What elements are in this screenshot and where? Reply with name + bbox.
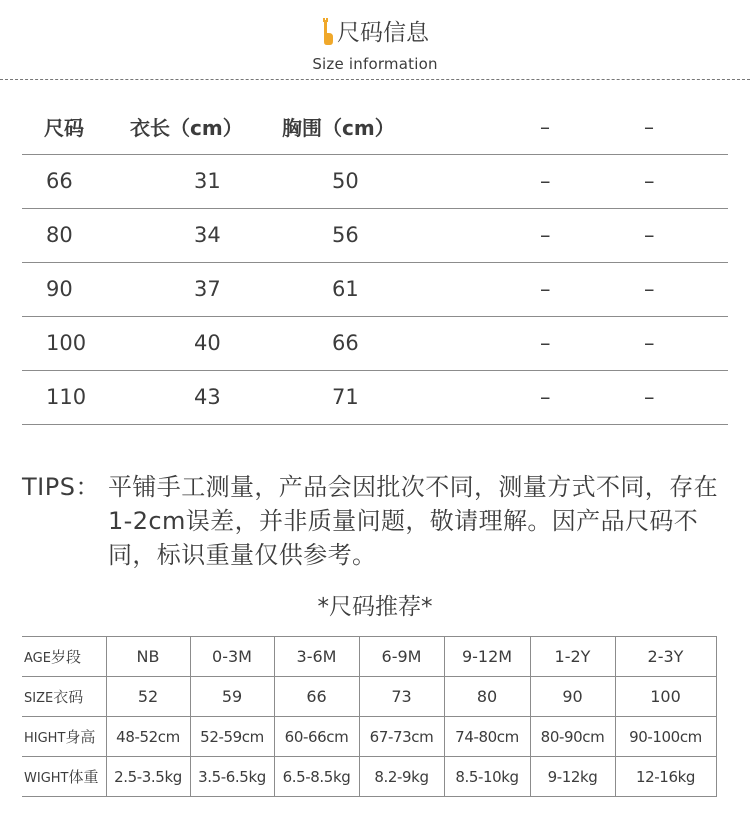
row-label-en: SIZE	[24, 691, 54, 706]
header-size: 尺码	[22, 100, 112, 154]
cell-length: 34	[112, 208, 262, 262]
rec-cell: 48-52cm	[106, 717, 190, 757]
rec-cell: 59	[190, 677, 274, 717]
rec-cell: 90	[530, 677, 615, 717]
cell-blank: –	[612, 262, 728, 316]
rec-cell: 6.5-8.5kg	[274, 757, 359, 797]
table-row	[22, 208, 728, 262]
cell-chest: 71	[262, 370, 462, 424]
cell-blank: –	[462, 262, 612, 316]
row-label	[22, 757, 106, 797]
cell-blank: –	[462, 154, 612, 208]
rec-cell: 2.5-3.5kg	[106, 757, 190, 797]
rec-cell: 8.2-9kg	[359, 757, 444, 797]
rec-cell: 52	[106, 677, 190, 717]
cell-size: 80	[22, 208, 112, 262]
measurement-table	[22, 100, 728, 425]
cell-blank: –	[612, 370, 728, 424]
size-info-header	[0, 0, 750, 80]
header-blank-2: –	[612, 100, 728, 154]
table-row	[22, 370, 728, 424]
page-subtitle: Size information	[312, 55, 438, 73]
tips-label: TIPS：	[22, 473, 100, 501]
rec-cell: 3-6M	[274, 637, 359, 677]
rec-cell: 80	[444, 677, 530, 717]
header-blank-1: –	[462, 100, 612, 154]
rec-cell: 2-3Y	[615, 637, 716, 677]
rec-cell: 12-16kg	[615, 757, 716, 797]
recommendation-title: *尺码推荐*	[317, 594, 433, 620]
row-label	[22, 677, 106, 717]
table-row	[22, 262, 728, 316]
cell-length: 37	[112, 262, 262, 316]
cell-length: 43	[112, 370, 262, 424]
measurement-header-row	[22, 100, 728, 154]
row-label-zh: 体重	[68, 768, 99, 786]
page-title: 尺码信息	[337, 20, 429, 46]
cell-size: 90	[22, 262, 112, 316]
row-label-zh: 岁段	[50, 648, 81, 666]
rec-cell: 0-3M	[190, 637, 274, 677]
table-row	[22, 154, 728, 208]
cell-blank: –	[462, 208, 612, 262]
cell-chest: 61	[262, 262, 462, 316]
header-length: 衣长（cm）	[112, 100, 262, 154]
recommendation-row-size	[22, 677, 716, 717]
row-label-zh: 衣码	[53, 688, 84, 706]
cell-length: 31	[112, 154, 262, 208]
recommendation-row-weight	[22, 757, 716, 797]
rec-cell: 1-2Y	[530, 637, 615, 677]
cell-length: 40	[112, 316, 262, 370]
rec-cell: 9-12M	[444, 637, 530, 677]
cell-blank: –	[462, 370, 612, 424]
cell-blank: –	[462, 316, 612, 370]
rec-cell: 9-12kg	[530, 757, 615, 797]
row-label-en: HIGHT	[24, 731, 66, 746]
table-row	[22, 316, 728, 370]
cell-chest: 66	[262, 316, 462, 370]
rec-cell: 60-66cm	[274, 717, 359, 757]
header-chest: 胸围（cm）	[262, 100, 462, 154]
rec-cell: 74-80cm	[444, 717, 530, 757]
tips-text: 平铺手工测量，产品会因批次不同，测量方式不同，存在1-2cm误差，并非质量问题，敬请理解。因产品尺码不同，标识重量仅供参考。	[108, 473, 718, 569]
row-label-en: WIGHT	[24, 771, 69, 786]
cell-blank: –	[612, 154, 728, 208]
recommendation-row-height	[22, 717, 716, 757]
cell-chest: 50	[262, 154, 462, 208]
rec-cell: 3.5-6.5kg	[190, 757, 274, 797]
cell-size: 100	[22, 316, 112, 370]
giraffe-icon	[321, 18, 335, 54]
rec-cell: 8.5-10kg	[444, 757, 530, 797]
cell-blank: –	[612, 208, 728, 262]
row-label	[22, 637, 106, 677]
row-label	[22, 717, 106, 757]
recommendation-table	[22, 636, 717, 797]
row-label-zh: 身高	[65, 728, 96, 746]
cell-size: 66	[22, 154, 112, 208]
dashed-divider	[0, 79, 750, 80]
rec-cell: 100	[615, 677, 716, 717]
cell-blank: –	[612, 316, 728, 370]
rec-cell: NB	[106, 637, 190, 677]
rec-cell: 66	[274, 677, 359, 717]
rec-cell: 67-73cm	[359, 717, 444, 757]
cell-size: 110	[22, 370, 112, 424]
rec-cell: 52-59cm	[190, 717, 274, 757]
page-title-row	[0, 18, 750, 54]
cell-chest: 56	[262, 208, 462, 262]
rec-cell: 6-9M	[359, 637, 444, 677]
rec-cell: 80-90cm	[530, 717, 615, 757]
recommendation-row-age	[22, 637, 716, 677]
row-label-en: AGE	[24, 651, 51, 666]
rec-cell: 90-100cm	[615, 717, 716, 757]
rec-cell: 73	[359, 677, 444, 717]
